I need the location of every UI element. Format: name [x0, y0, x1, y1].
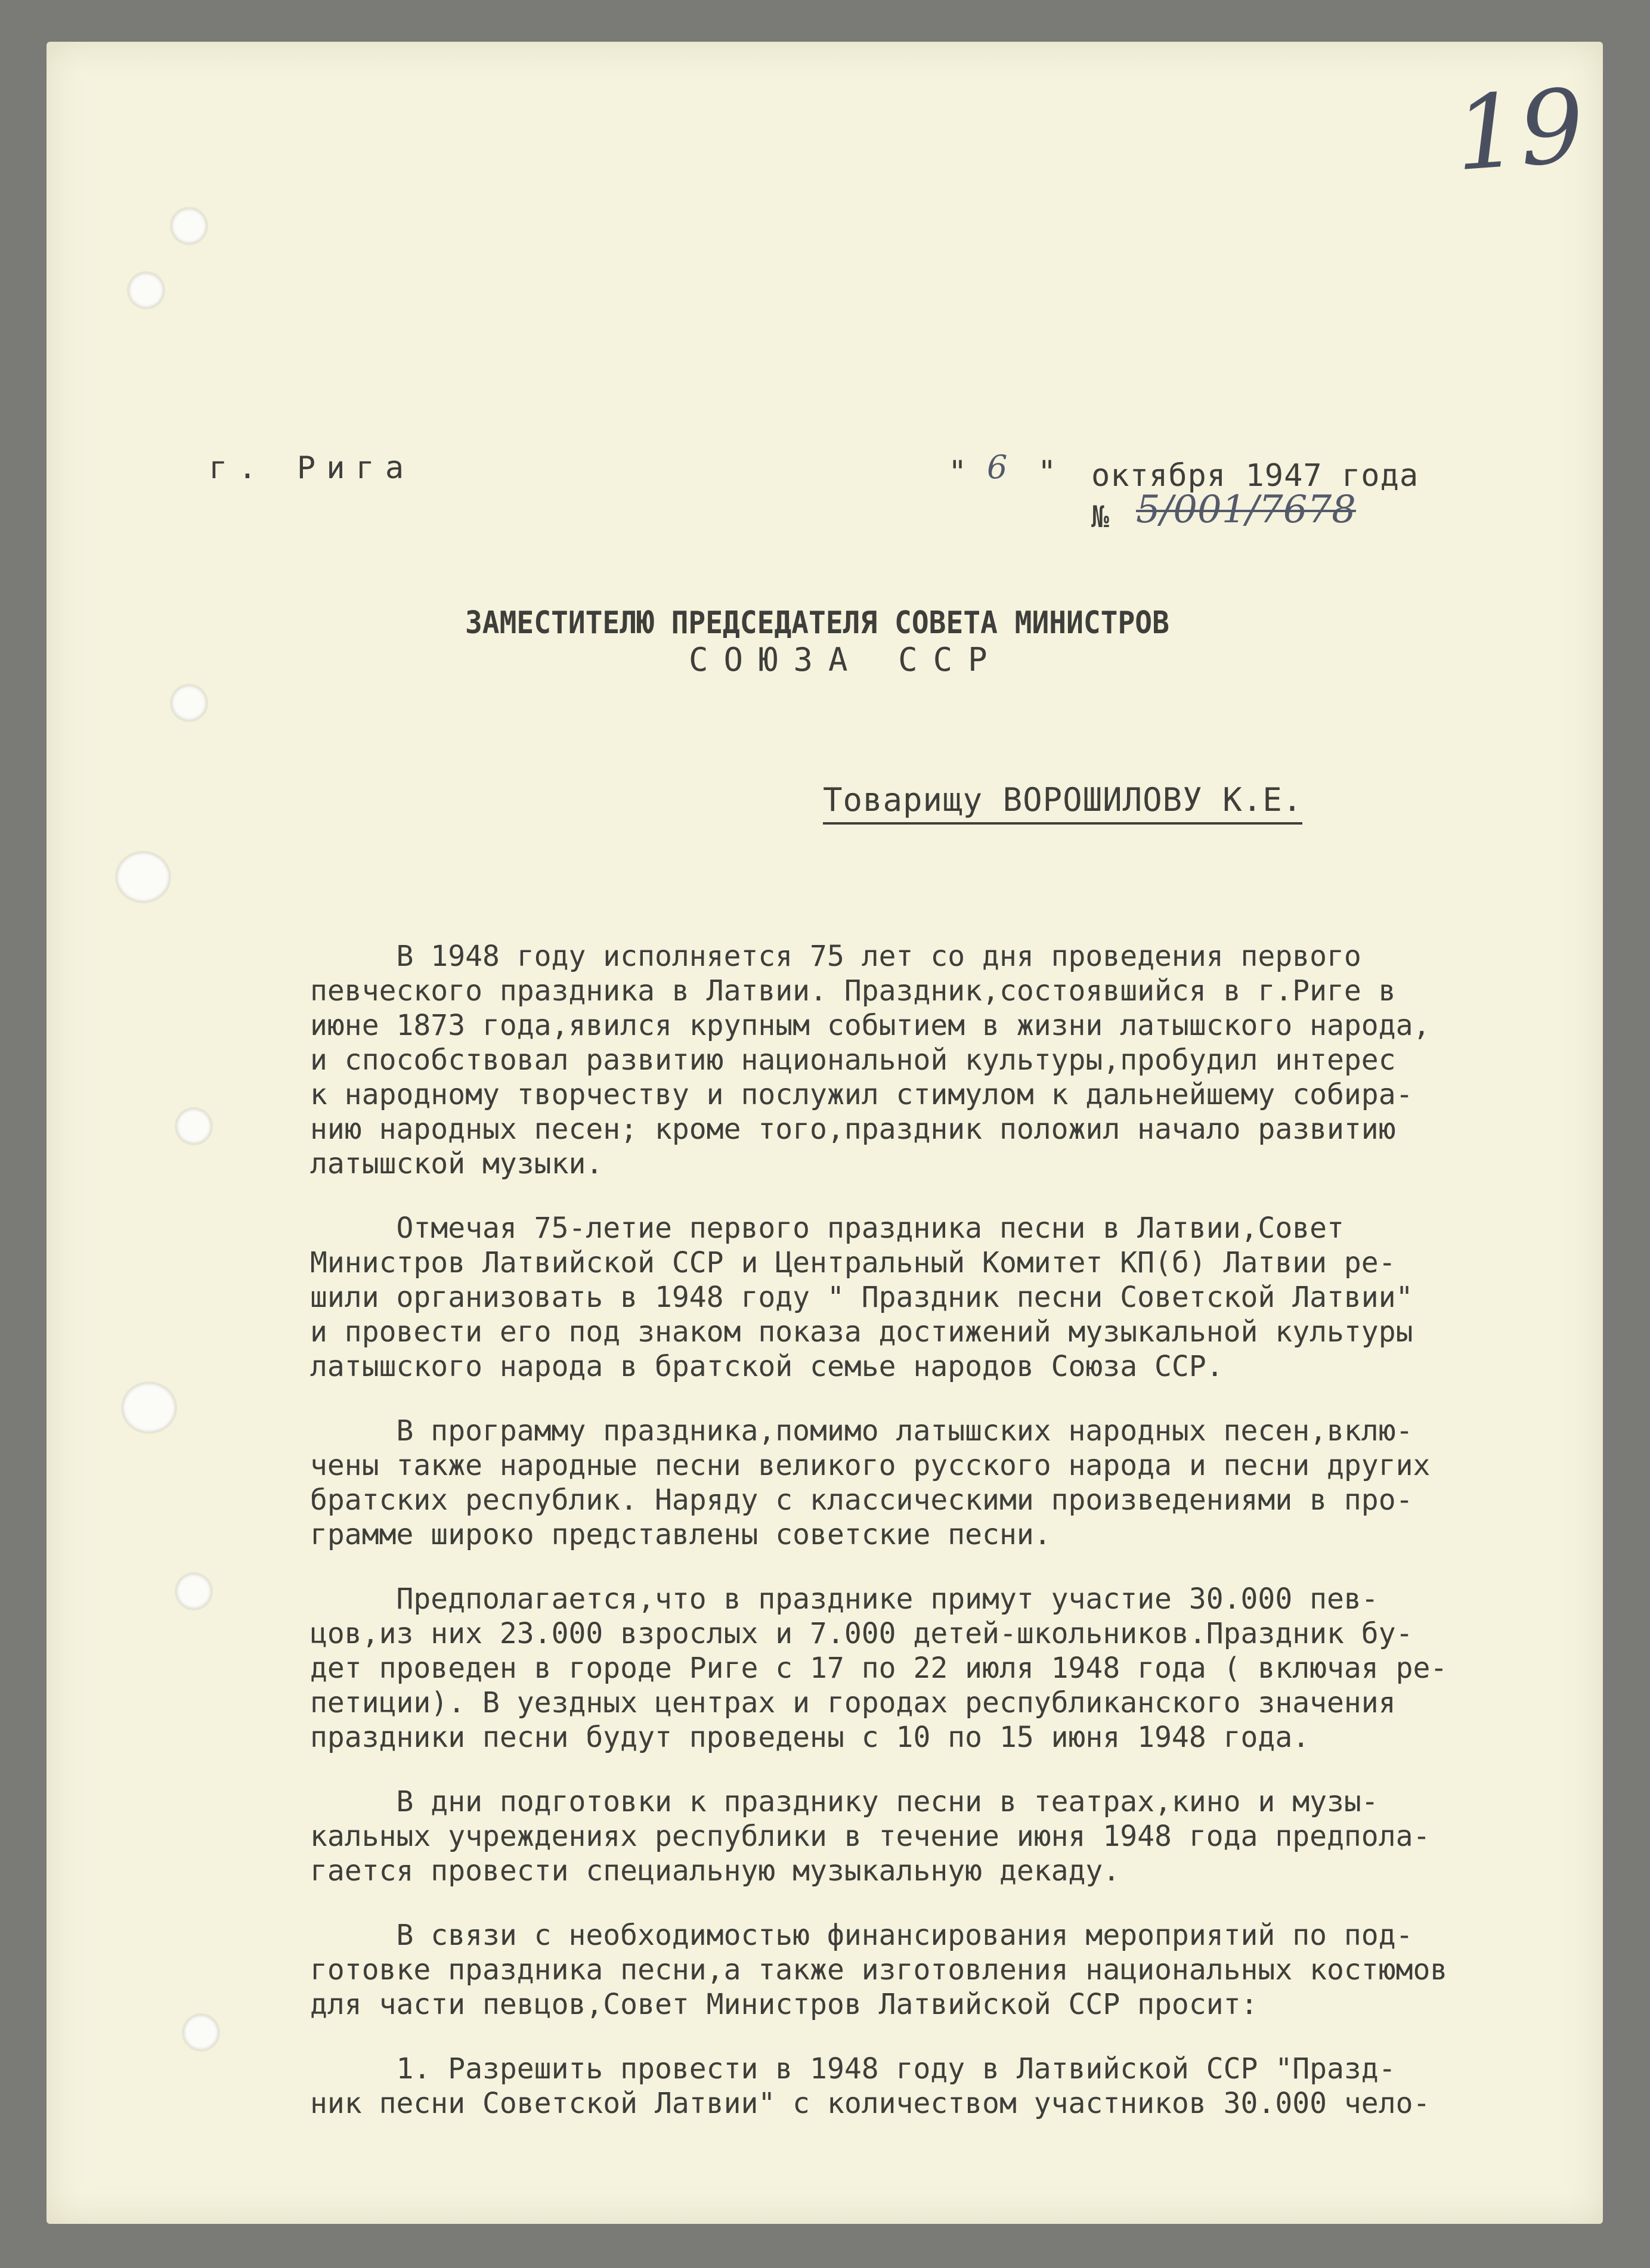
text-line: Предполагается,что в празднике примут участие 30.000 пев- — [310, 1582, 1379, 1616]
paragraph — [310, 1211, 1538, 1384]
punch-hole — [129, 273, 163, 308]
punch-hole — [172, 686, 206, 720]
text-line: гается провести специальную музыкальную декаду. — [310, 1854, 1120, 1888]
number-sign: № — [1091, 500, 1110, 534]
text-line: певческого праздника в Латвии. Праздник,состоявшийся в г.Риге в — [310, 974, 1396, 1008]
date-close-quote: " — [1038, 454, 1057, 490]
text-line: Отмечая 75-летие первого праздника песни в Латвии,Совет — [310, 1212, 1344, 1245]
paragraph — [310, 2052, 1538, 2121]
text-line: праздники песни будут проведены с 10 по 15 июня 1948 года. — [310, 1721, 1310, 1754]
text-line: июне 1873 года,явился крупным событием в жизни латышского народа, — [310, 1009, 1431, 1042]
text-line: нию народных песен; кроме того,праздник положил начало развитию — [310, 1113, 1396, 1146]
paragraph — [310, 1918, 1538, 2022]
paragraph — [310, 1414, 1538, 1552]
addressee-title: ЗАМЕСТИТЕЛЮ ПРЕДСЕДАТЕЛЯ СОВЕТА МИНИСТРОВ — [465, 605, 1169, 641]
text-line: братских республик. Наряду с классическими произведениями в про- — [310, 1483, 1413, 1517]
addressee-country: СОЮЗА ССР — [689, 641, 1003, 678]
punch-hole — [177, 1574, 211, 1609]
date-day-handwritten: 6 — [987, 448, 1008, 486]
punch-hole — [172, 209, 206, 243]
text-line: латышского народа в братской семье народов Союза ССР. — [310, 1350, 1224, 1383]
text-line: В дни подготовки к празднику песни в театрах,кино и музы- — [310, 1785, 1379, 1818]
letter-body — [310, 939, 1538, 2151]
text-line: ник песни Советской Латвии" с количеством участников 30.000 чело- — [310, 2087, 1431, 2120]
salutation: Товарищу ВОРОШИЛОВУ К.Е. — [823, 781, 1302, 825]
text-line: готовке праздника песни,а также изготовления национальных костюмов — [310, 1953, 1448, 1987]
text-line: к народному творчеству и послужил стимулом к дальнейшему собира- — [310, 1078, 1413, 1111]
text-line: грамме широко представлены советские песни. — [310, 1518, 1051, 1551]
place-of-issue: г. Рига — [209, 450, 415, 486]
outgoing-number-handwritten: 5/001/7678 — [1136, 488, 1356, 532]
text-line: кальных учреждениях республики в течение июня 1948 года предпола- — [310, 1820, 1431, 1853]
punch-hole — [177, 1109, 211, 1144]
punch-hole — [117, 853, 169, 901]
date-open-quote: " — [948, 454, 968, 490]
text-line: Министров Латвийской ССР и Центральный Комитет КП(б) Латвии ре- — [310, 1246, 1396, 1279]
text-line: В связи с необходимостью финансирования мероприятий по под- — [310, 1919, 1413, 1952]
date-month-year: октября 1947 года — [1091, 458, 1419, 494]
handwritten-page-number: 19 — [1451, 67, 1588, 194]
text-line: и провести его под знаком показа достижений музыкальной культуры — [310, 1315, 1413, 1349]
paragraph — [310, 1582, 1538, 1755]
text-line: и способствовал развитию национальной культуры,пробудил интерес — [310, 1043, 1396, 1077]
text-line: шили организовать в 1948 году " Праздник песни Советской Латвии" — [310, 1281, 1413, 1314]
text-line: 1. Разрешить провести в 1948 году в Латвийской ССР "Празд- — [310, 2052, 1396, 2086]
text-line: дет проведен в городе Риге с 17 по 22 июля 1948 года ( включая ре- — [310, 1652, 1448, 1685]
text-line: чены также народные песни великого русского народа и песни других — [310, 1449, 1431, 1482]
text-line: петиции). В уездных центрах и городах республиканского значения — [310, 1686, 1396, 1719]
text-line: для части певцов,Совет Министров Латвийской ССР просит: — [310, 1988, 1258, 2021]
text-line: В 1948 году исполняется 75 лет со дня проведения первого — [310, 940, 1361, 973]
text-line: В программу праздника,помимо латышских народных песен,вклю- — [310, 1414, 1413, 1448]
paragraph — [310, 1784, 1538, 1888]
text-line: латышской музыки. — [310, 1147, 603, 1181]
paragraph — [310, 939, 1538, 1181]
punch-hole — [123, 1383, 175, 1432]
punch-hole — [184, 2015, 218, 2050]
text-line: цов,из них 23.000 взрослых и 7.000 детей-школьников.Праздник бу- — [310, 1617, 1413, 1650]
